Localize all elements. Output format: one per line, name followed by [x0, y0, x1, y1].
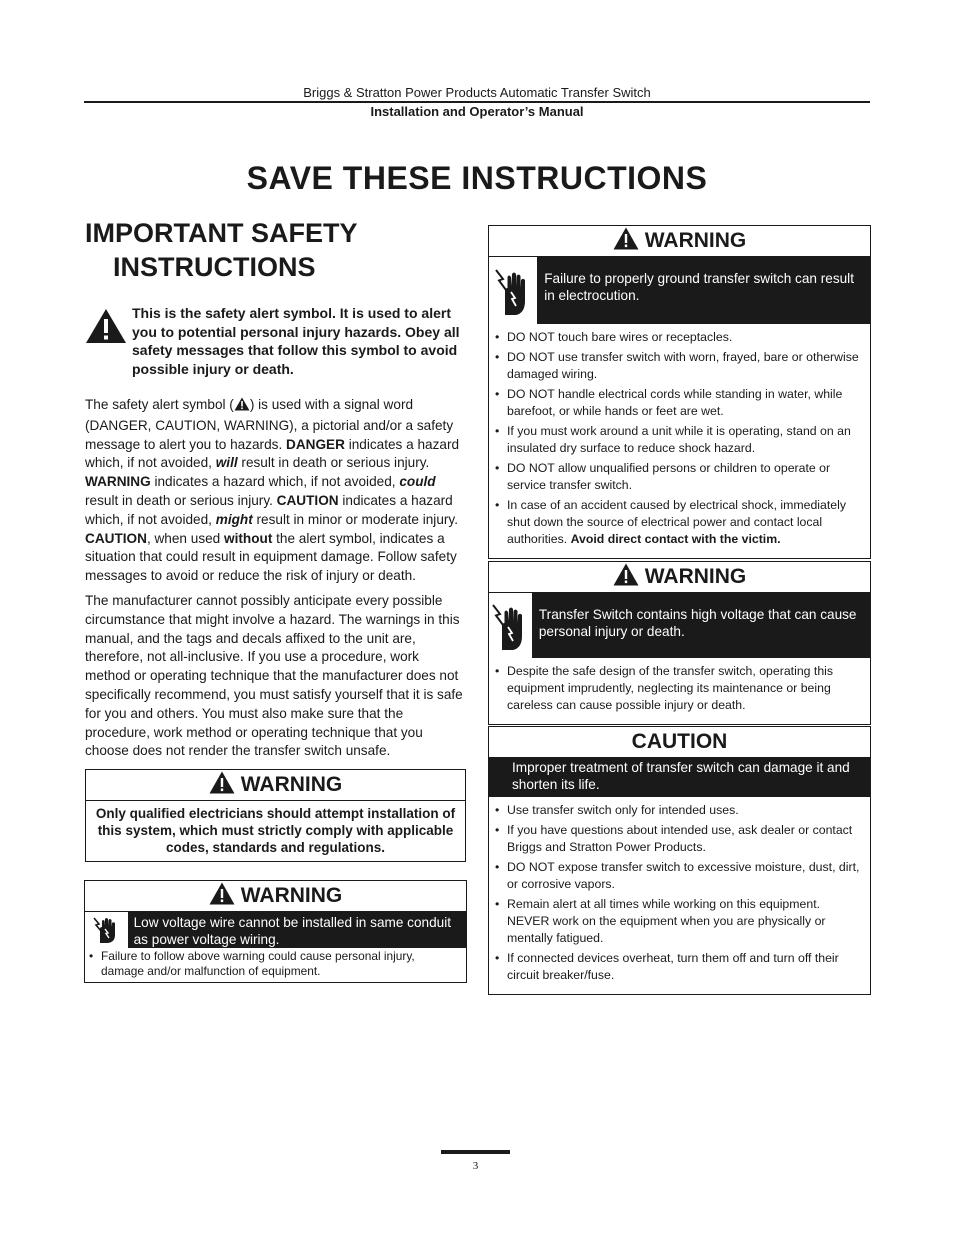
p1-text-e: indicates a hazard which, if not avoided,	[150, 474, 400, 490]
p1-text-j: the alert symbol, indicates a situation that could result in equipment damage. Follow safety messages to avoid or reduce the risk of injury or death.	[85, 530, 457, 584]
p1-text-d: result in death or serious injury.	[237, 455, 430, 471]
section-heading-line1: IMPORTANT SAFETY	[85, 218, 358, 248]
caution-label: CAUTION	[631, 730, 728, 753]
signal-word-paragraph	[85, 396, 466, 586]
list-item: • DO NOT expose transfer switch to excessive moisture, dust, dirt, or corrosive vapors.	[495, 859, 864, 893]
hazard-row	[85, 912, 466, 948]
warning-label: WARNING	[644, 229, 747, 252]
electrical-shock-hand-icon	[85, 912, 130, 948]
electrical-shock-hand-icon	[489, 257, 539, 324]
warning-low-voltage-box	[84, 880, 467, 983]
bullet-list	[489, 324, 870, 558]
p1-will: will	[215, 455, 238, 471]
list-item: • Despite the safe design of the transfer switch, operating this equipment imprudently, neglecting its maintenance or being careless can cause possible injury or death.	[495, 663, 864, 714]
warning-label: WARNING	[240, 773, 343, 797]
warning-low-voltage-title	[85, 881, 466, 912]
list-item	[495, 497, 864, 548]
safety-alert-icon	[209, 771, 235, 800]
footer-bar	[441, 1150, 510, 1154]
electrical-shock-hand-icon	[489, 593, 534, 658]
page-number: 3	[472, 1160, 479, 1172]
list-item: • If you have questions about intended use, ask dealer or contact Briggs and Stratton Power Products.	[495, 822, 864, 856]
warning-label: WARNING	[240, 884, 343, 907]
p1-caution-2: CAUTION	[85, 530, 147, 546]
p1-text-f: result in death or serious injury.	[85, 492, 277, 508]
warning-qualified-text: Only qualified electricians should attempt installation of this system, which must strictly comply with applicable codes, standards and regulations.	[95, 806, 456, 856]
list-item: • DO NOT allow unqualified persons or children to operate or service transfer switch.	[495, 460, 864, 494]
safety-alert-icon	[85, 308, 127, 349]
p1-text-i: , when used	[146, 530, 225, 546]
warning-high-voltage-title	[489, 562, 870, 593]
list-item-text: In case of an accident caused by electrical shock, immediately shut down the source of electrical power and contact local authorities.	[507, 498, 847, 546]
p1-text-g: indicates a hazard which, if not avoided,	[85, 492, 453, 527]
warning-ground-title	[489, 226, 870, 257]
alert-intro-text: This is the safety alert symbol. It is used to alert you to potential personal injury hazards. Obey all safety messages that follow this symbol to avoid possible injury or death.	[132, 305, 460, 377]
list-item: • If connected devices overheat, turn them off and turn off their circuit breaker/fuse.	[495, 950, 864, 984]
hazard-text: Low voltage wire cannot be installed in same conduit as power voltage wiring.	[133, 915, 452, 947]
p1-text-c: indicates a hazard which, if not avoided,	[85, 436, 460, 471]
list-item: • Failure to follow above warning could cause personal injury, damage and/or malfunction of equipment.	[89, 949, 460, 979]
p1-might: might	[215, 511, 253, 527]
alert-intro	[85, 304, 466, 378]
bullet-list	[85, 948, 466, 982]
left-column	[85, 216, 466, 862]
list-item: • DO NOT handle electrical cords while standing in water, while barefoot, or while hands or feet are wet.	[495, 386, 864, 420]
list-item: • If you must work around a unit while it is operating, stand on an insulated dry surface to reduce shock hazard.	[495, 423, 864, 457]
p1-without: without	[224, 530, 273, 546]
caution-hazard-text: Improper treatment of transfer switch can damage it and shorten its life.	[489, 757, 870, 797]
warning-label: WARNING	[644, 565, 747, 588]
list-item: • Remain alert at all times while working on this equipment. NEVER work on the equipment when you are physically or mentally fatigued.	[495, 896, 864, 947]
manufacturer-paragraph: The manufacturer cannot possibly anticipate every possible circumstance that might involve a hazard. The warnings in this manual, and the tags and decals affixed to the unit are, therefore, not all-inclusive. If you use a procedure, work method or operating technique that the manufacturer does not specifically recommend, you must satisfy yourself that it is safe for you and others. You must also make sure that the procedure, work method or operating technique that you choose does not render the transfer switch unsafe.	[85, 592, 463, 759]
header-rule	[84, 101, 870, 103]
p1-danger: DANGER	[286, 436, 345, 452]
header-product-line: Briggs & Stratton Power Products Automatic Transfer Switch	[303, 85, 651, 100]
page-title: SAVE THESE INSTRUCTIONS	[246, 160, 708, 196]
p1-text-b: ) is used with a signal word (DANGER, CAUTION, WARNING), a pictorial and/or a safety message to alert you to hazards.	[85, 397, 454, 452]
safety-alert-icon	[613, 227, 639, 256]
warning-qualified-box	[85, 769, 466, 862]
safety-alert-icon	[209, 882, 235, 911]
caution-box	[488, 726, 871, 995]
section-heading-line2: INSTRUCTIONS	[113, 252, 316, 282]
hazard-text: Transfer Switch contains high voltage that can cause personal injury or death.	[538, 607, 857, 639]
bullet-list	[489, 797, 870, 994]
safety-alert-icon	[613, 563, 639, 592]
section-heading	[85, 216, 466, 284]
inline-alert-icon	[234, 397, 250, 417]
p1-text-h: result in minor or moderate injury.	[252, 511, 458, 527]
p1-warning: WARNING	[85, 474, 151, 490]
warning-ground-box	[488, 225, 871, 559]
p1-text-a: The safety alert symbol (	[85, 397, 234, 412]
warning-high-voltage-box	[488, 561, 871, 725]
list-item: • DO NOT use transfer switch with worn, frayed, bare or otherwise damaged wiring.	[495, 349, 864, 383]
hazard-text: Failure to properly ground transfer switch can result in electrocution.	[544, 271, 854, 303]
p1-caution: CAUTION	[276, 492, 339, 508]
hazard-row	[489, 593, 870, 658]
p1-could: could	[399, 474, 436, 490]
list-item: • Use transfer switch only for intended uses.	[495, 802, 864, 819]
warning-qualified-title	[86, 770, 465, 801]
bullet-list	[489, 658, 870, 724]
hazard-row	[489, 257, 870, 324]
header-manual-title: Installation and Operator’s Manual	[370, 104, 584, 119]
caution-title	[489, 727, 870, 757]
list-item-emphasis: Avoid direct contact with the victim.	[570, 532, 781, 546]
list-item: • DO NOT touch bare wires or receptacles.	[495, 329, 864, 346]
